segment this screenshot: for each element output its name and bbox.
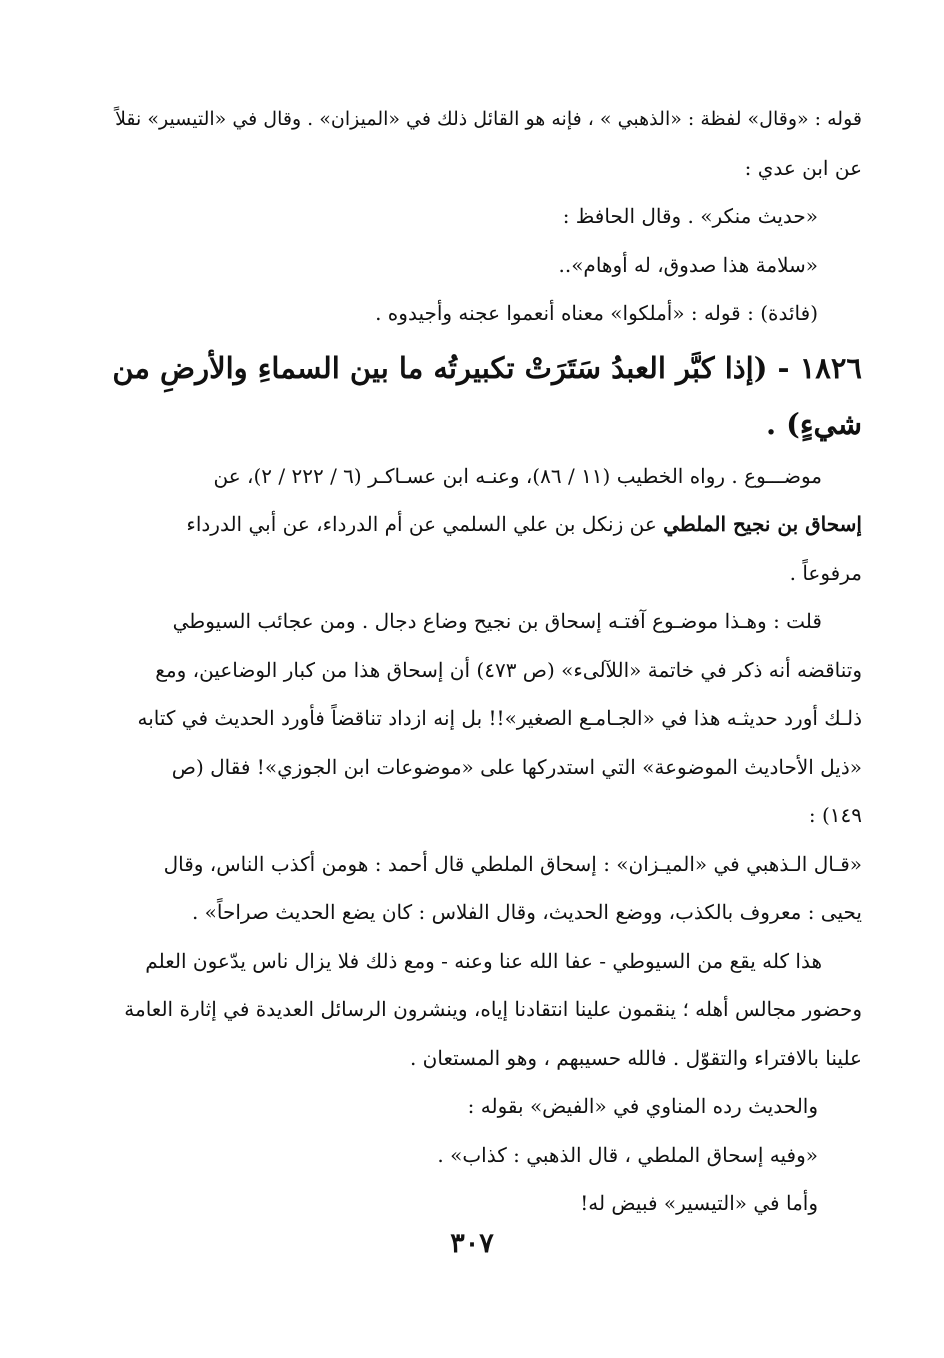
text-line: هذا كله يقع من السيوطي - عفا الله عنا وعنه - ومع ذلك فلا يزال ناس يدّعون العلم (145, 948, 822, 973)
narrator-name: إسحاق بن نجيح الملطي (663, 512, 862, 536)
text-line: ذلـك أورد حديثـه هذا في «الجـامـع الصغير»!! بل إنه ازداد تناقضاً فأورد الحديث في كتابه (137, 706, 862, 730)
text-line: يحيى : معروف بالكذب، ووضع الحديث، وقال الفلاس : كان يضع الحديث صراحاً» . (191, 900, 862, 924)
text-line: قوله : «وقال» لفظة : «الذهبي » ، فإنه هو القائل ذلك في «الميزان» . وقال في «التيسير» نقلاً (115, 108, 862, 130)
text-line: عن ابن عدي : (744, 155, 862, 180)
benefit-note: (فائدة) : قوله : «أملكوا» معناه أنعموا عجنه وأجيدوه . (375, 301, 818, 325)
takhrij-paragraph (100, 452, 862, 598)
dhahabi-quote (100, 840, 862, 937)
author-comment-paragraph (100, 597, 862, 840)
previous-entry-commentary (100, 95, 862, 338)
text-line: «وفيه إسحاق الملطي ، قال الذهبي : كذاب» . (437, 1142, 818, 1167)
hadith-heading-line: شيءٍ) . (765, 406, 862, 441)
text-span: عن زنكل بن علي السلمي عن أم الدرداء، عن أبي الدرداء (186, 512, 664, 536)
text-line: قلت : وهـذا موضـوع آفتـه إسحاق بن نجيح وضاع دجال . ومن عجائب السيوطي (172, 609, 822, 633)
text-line: «قـال الـذهبي في «الميـزان» : إسحاق الملطي قال أحمد : هومن أكذب الناس، وقال (163, 851, 862, 876)
page-body (100, 95, 862, 1228)
quote-line: «سلامة هذا صدوق، له أوهام».. (558, 252, 818, 277)
text-line: وأما في «التيسير» فبيض له! (580, 1191, 818, 1215)
text-line: موضـــوع . رواه الخطيب (١١ / ٨٦)، وعنـه ابن عسـاكـر (٦ / ٢٢٢ / ٢)، عن (213, 463, 822, 488)
text-line: علينا بالافتراء والتقوّل . فالله حسيبهم ، وهو المستعان . (409, 1045, 862, 1070)
munawi-paragraph (100, 1082, 818, 1228)
hadith-heading-line: ١٨٢٦ - (إذا كبَّر العبدُ سَتَرَتْ تكبيرتُه ما بين السماءِ والأرضِ من (112, 350, 862, 385)
text-line: مرفوعاً . (789, 560, 862, 585)
text-line: وتناقضه أنه ذكر في خاتمة «اللآلىء» (ص ٤٧٣) أن إسحاق هذا من كبار الوضاعين، ومع (155, 657, 862, 682)
text-line (100, 500, 862, 549)
text-line: وحضور مجالس أهله ؛ ينقمون علينا انتقادنا إياه، وينشرون الرسائل العديدة في إثارة العامة (124, 997, 862, 1021)
quote-line: «حديث منكر» . وقال الحافظ : (562, 204, 818, 228)
page-number: ٣٠٧ (450, 1228, 494, 1259)
remark-paragraph (100, 937, 862, 1083)
quote-block (100, 192, 818, 338)
text-line: «ذيل الأحاديث الموضوعة» التي استدركها على «موضوعات ابن الجوزي»! فقال (ص (171, 754, 862, 779)
text-line: ١٤٩) : (808, 803, 862, 827)
text-line: والحديث رده المناوي في «الفيض» بقوله : (467, 1094, 818, 1118)
hadith-heading (100, 340, 862, 452)
